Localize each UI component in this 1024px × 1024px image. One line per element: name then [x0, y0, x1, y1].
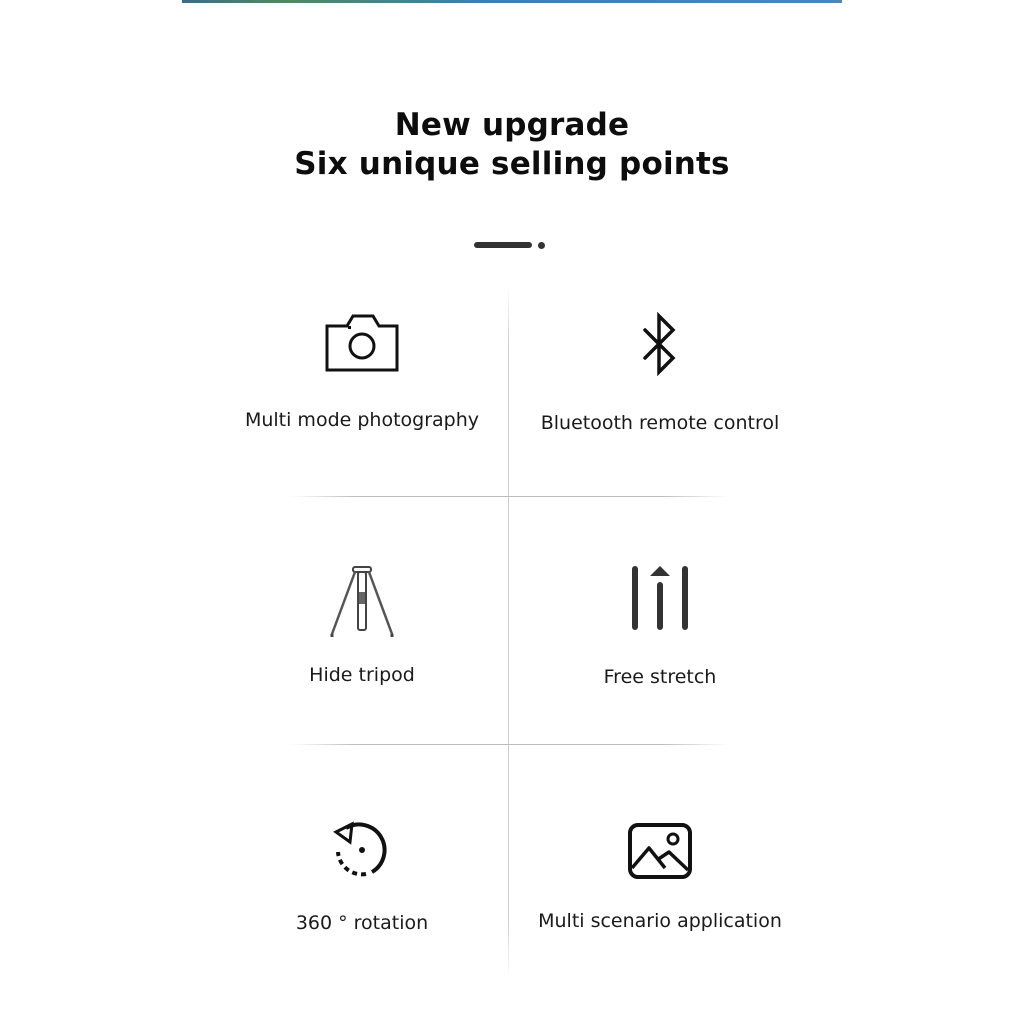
- feature-label: Bluetooth remote control: [540, 412, 780, 434]
- top-banner-strip: [182, 0, 842, 3]
- grid-horizontal-divider-2: [290, 744, 728, 745]
- camera-icon: [212, 312, 512, 374]
- grid-horizontal-divider-1: [290, 496, 728, 497]
- feature-label: Hide tripod: [309, 664, 415, 686]
- stretch-icon: [510, 564, 810, 632]
- bluetooth-icon: [510, 312, 810, 378]
- page-subtitle: Six unique selling points: [294, 146, 730, 182]
- feature-free-stretch: [510, 556, 810, 716]
- feature-label: Free stretch: [603, 666, 717, 688]
- rotation-icon: [212, 818, 512, 878]
- feature-360-rotation: [212, 806, 512, 966]
- feature-multi-scenario-application: [510, 806, 810, 966]
- page-title: New upgrade: [394, 107, 630, 143]
- title-divider-dash: [474, 242, 532, 248]
- feature-label: 360 ° rotation: [295, 912, 429, 934]
- feature-hide-tripod: [212, 556, 512, 716]
- feature-label: Multi mode photography: [244, 409, 480, 431]
- feature-multi-mode-photography: [212, 300, 512, 480]
- image-icon: [510, 822, 810, 880]
- title-divider-dot: [538, 242, 545, 249]
- feature-bluetooth-remote-control: [510, 300, 810, 480]
- tripod-icon: [212, 564, 512, 638]
- feature-label: Multi scenario application: [538, 910, 782, 932]
